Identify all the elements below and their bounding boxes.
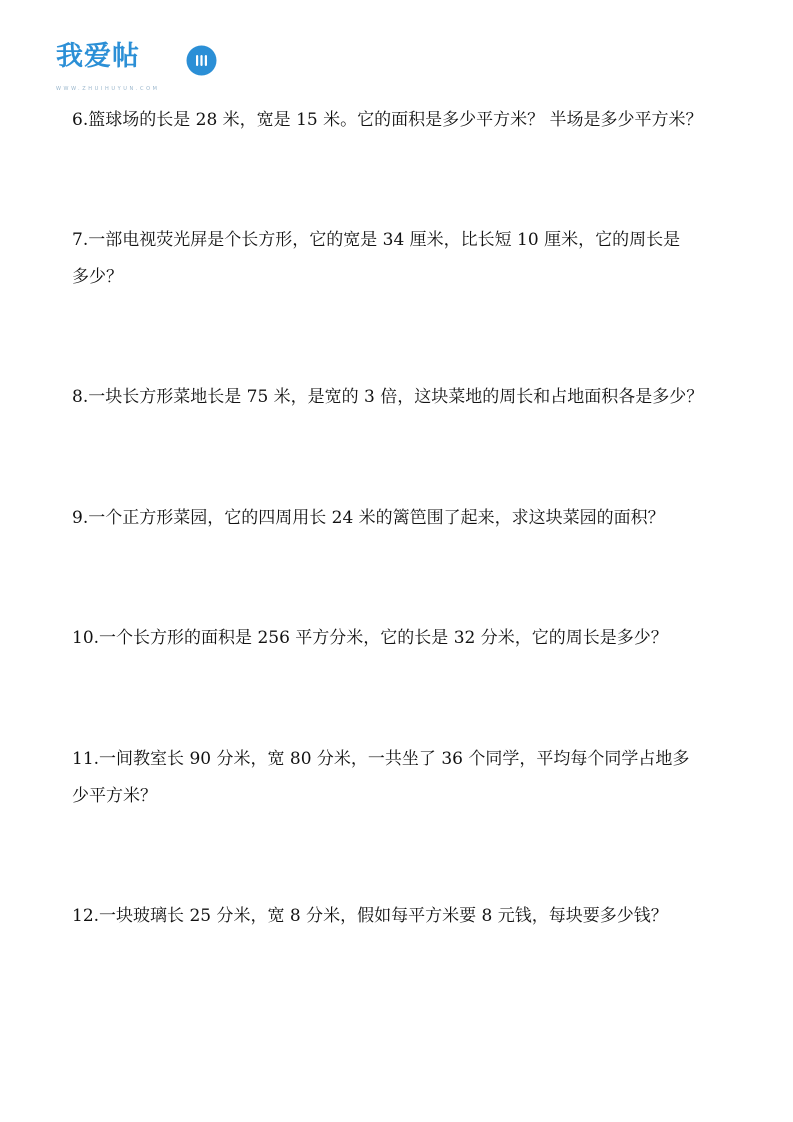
logo-subtitle: WWW.ZHUIHUYUN.COM	[56, 86, 160, 92]
site-logo	[56, 40, 256, 96]
question-10	[72, 620, 732, 657]
question-9	[72, 500, 732, 537]
logo-text: 我爱帖	[56, 41, 140, 72]
question-line: 少平方米？	[72, 786, 157, 806]
question-line: 9.一个正方形菜园，它的四周用长 24 米的篱笆围了起来，求这块菜园的面积？	[72, 508, 665, 528]
question-7	[72, 222, 732, 296]
chat-bubble-icon	[185, 44, 218, 77]
question-line: 6.篮球场的长是 28 米，宽是 15 米。它的面积是多少平方米？ 半场是多少平方米？	[72, 110, 703, 130]
question-6	[72, 102, 732, 139]
question-line: 12.一块玻璃长 25 分米，宽 8 分米，假如每平方米要 8 元钱，每块要多少钱？	[72, 906, 668, 926]
question-line: 8.一块长方形菜地长是 75 米，是宽的 3 倍，这块菜地的周长和占地面积各是多少？	[72, 387, 704, 407]
question-line: 7.一部电视荧光屏是个长方形，它的宽是 34 厘米，比长短 10 厘米，它的周长是	[72, 230, 681, 250]
question-8	[72, 379, 732, 416]
question-11	[72, 741, 732, 815]
question-line: 多少？	[72, 267, 123, 287]
question-line: 11.一间教室长 90 分米，宽 80 分米，一共坐了 36 个同学，平均每个同学占地多	[72, 749, 690, 769]
question-line: 10.一个长方形的面积是 256 平方分米，它的长是 32 分米，它的周长是多少？	[72, 628, 668, 648]
question-12	[72, 898, 732, 935]
